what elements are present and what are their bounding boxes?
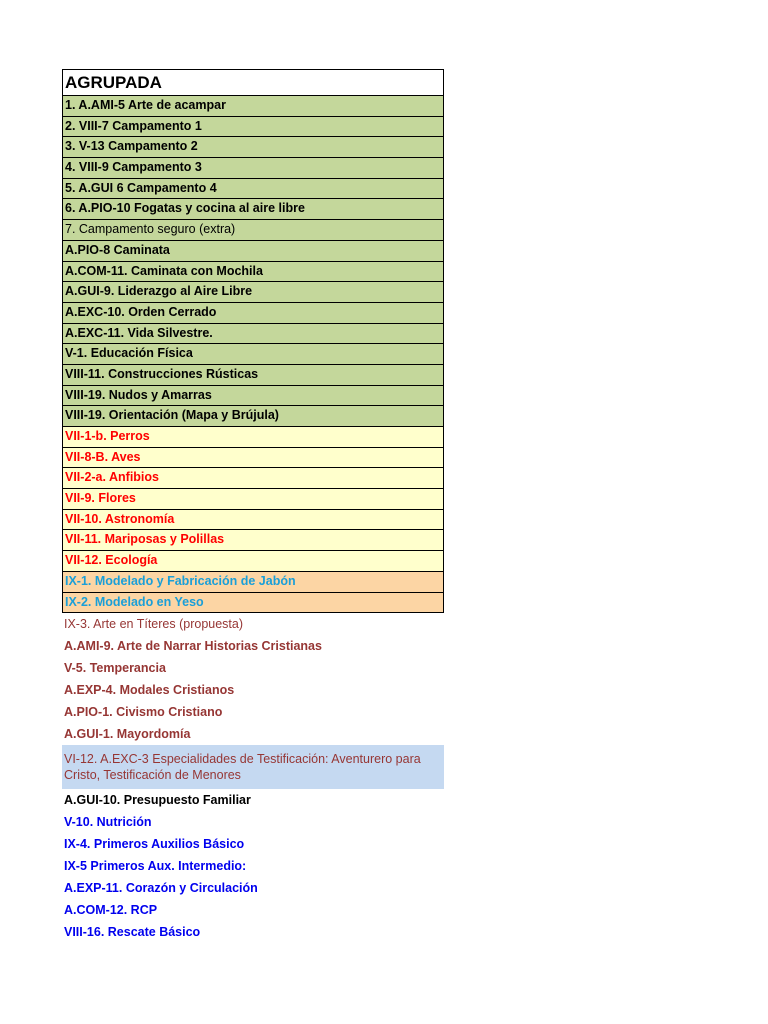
table-row: V-1. Educación Física (62, 344, 444, 365)
table-row: VII-12. Ecología (62, 551, 444, 572)
spreadsheet-table (62, 69, 444, 943)
table-row: IX-5 Primeros Aux. Intermedio: (64, 859, 247, 874)
table-row: A.EXP-11. Corazón y Circulación (64, 881, 258, 896)
table-row: A.COM-11. Caminata con Mochila (62, 262, 444, 283)
table-row: A.GUI-9. Liderazgo al Aire Libre (62, 282, 444, 303)
table-row: 3. V-13 Campamento 2 (62, 137, 444, 158)
table-row: 2. VIII-7 Campamento 1 (62, 117, 444, 138)
table-row: A.EXC-10. Orden Cerrado (62, 303, 444, 324)
table-row: 7. Campamento seguro (extra) (62, 220, 444, 241)
table-row: A.GUI-1. Mayordomía (64, 727, 191, 742)
table-row: VII-1-b. Perros (62, 427, 444, 448)
table-row: VII-9. Flores (62, 489, 444, 510)
table-row: VI-12. A.EXC-3 Especialidades de Testificación: Aventurero para Cristo, Testificación de Menores (62, 745, 444, 789)
table-row: V-10. Nutrición (64, 815, 152, 830)
table-row: VII-2-a. Anfibios (62, 468, 444, 489)
table-row: A.PIO-1. Civismo Cristiano (64, 705, 223, 720)
table-row: A.EXC-11. Vida Silvestre. (62, 324, 444, 345)
table-header: AGRUPADA (62, 69, 444, 96)
table-row: A.COM-12. RCP (64, 903, 158, 918)
table-row: VIII-16. Rescate Básico (64, 925, 201, 940)
table-row: V-5. Temperancia (64, 661, 166, 676)
table-row: A.EXP-4. Modales Cristianos (64, 683, 235, 698)
table-row: VIII-19. Orientación (Mapa y Brújula) (62, 406, 444, 427)
table-row: IX-1. Modelado y Fabricación de Jabón (62, 572, 444, 593)
table-row: IX-4. Primeros Auxilios Básico (64, 837, 245, 852)
table-row: 4. VIII-9 Campamento 3 (62, 158, 444, 179)
table-row: VIII-11. Construcciones Rústicas (62, 365, 444, 386)
table-row: A.AMI-9. Arte de Narrar Historias Cristianas (64, 639, 322, 654)
table-row: A.PIO-8 Caminata (62, 241, 444, 262)
table-row: IX-2. Modelado en Yeso (62, 593, 444, 614)
table-row: VIII-19. Nudos y Amarras (62, 386, 444, 407)
table-row: IX-3. Arte en Títeres (propuesta) (64, 617, 244, 632)
table-row: VII-8-B. Aves (62, 448, 444, 469)
table-row: 5. A.GUI 6 Campamento 4 (62, 179, 444, 200)
table-row: VII-11. Mariposas y Polillas (62, 530, 444, 551)
table-row: VII-10. Astronomía (62, 510, 444, 531)
table-row: 1. A.AMI-5 Arte de acampar (62, 96, 444, 117)
table-row: 6. A.PIO-10 Fogatas y cocina al aire libre (62, 199, 444, 220)
table-row: A.GUI-10. Presupuesto Familiar (64, 793, 251, 808)
table-rows (62, 96, 444, 943)
